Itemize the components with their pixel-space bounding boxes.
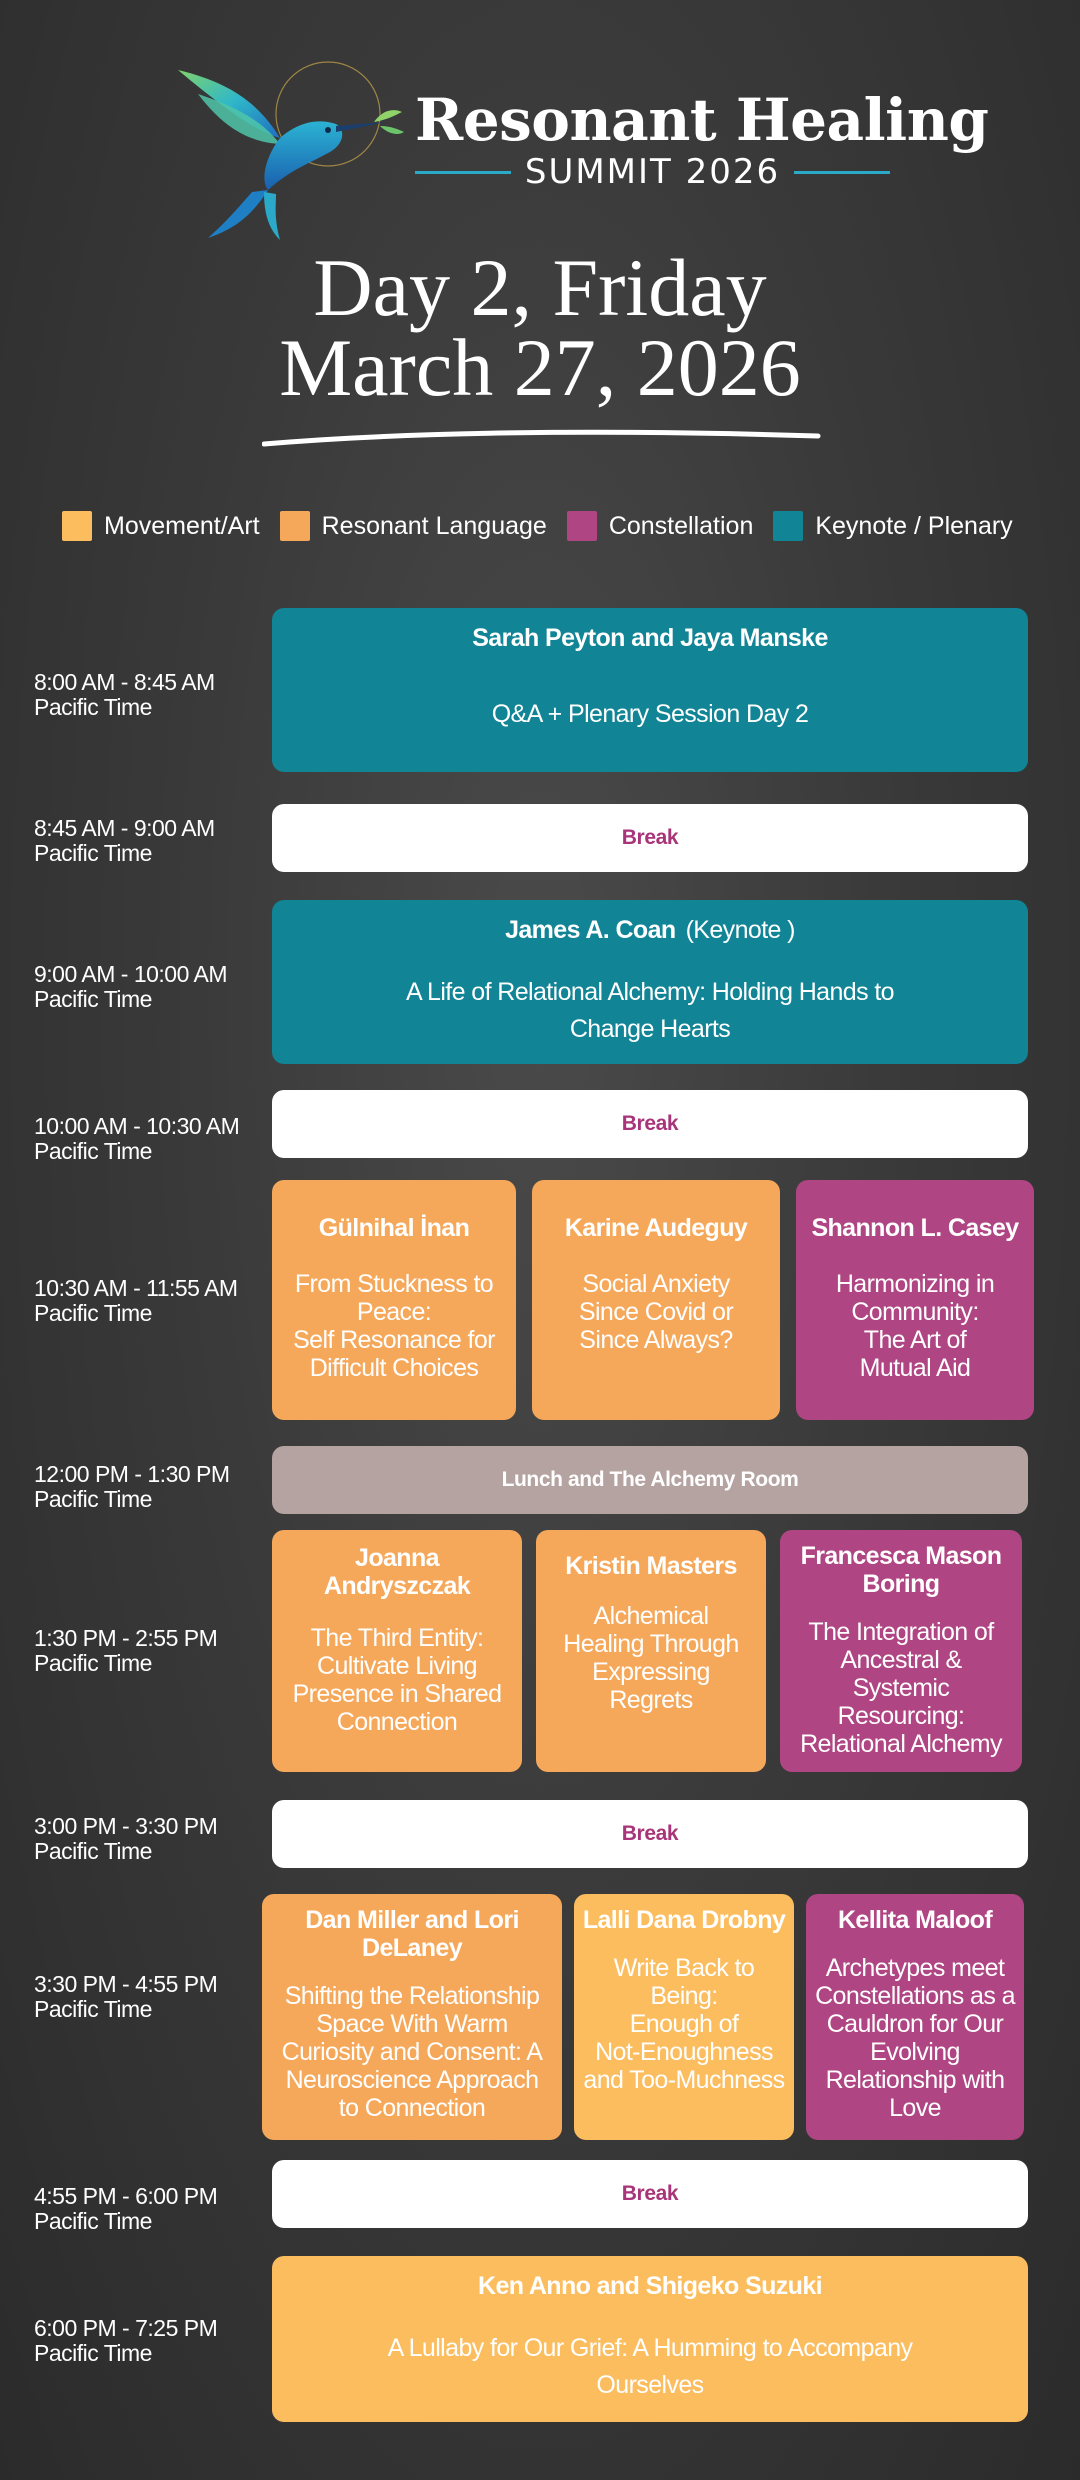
time-slot-label — [34, 962, 264, 1012]
session-card[interactable] — [272, 1530, 522, 1772]
session-title-line: Not-Enoughness — [595, 2038, 773, 2066]
break-label: Break — [621, 1112, 679, 1135]
break-label: Break — [621, 2182, 679, 2205]
session-speaker-line: Dan Miller and Lori — [305, 1906, 519, 1934]
break-card — [272, 2160, 1028, 2228]
timezone-label: Pacific Time — [34, 1838, 152, 1864]
session-title: Q&A + Plenary Session Day 2 — [491, 700, 809, 728]
brand-subtitle — [415, 150, 890, 194]
session-title-line: and Too-Muchness — [583, 2066, 785, 2094]
session-title — [282, 1982, 543, 2122]
session-title-line: Resourcing: — [837, 1702, 965, 1730]
break-card — [272, 1800, 1028, 1868]
time-slot-label — [34, 670, 264, 720]
session-card[interactable] — [536, 1530, 766, 1772]
timezone-label: Pacific Time — [34, 840, 152, 866]
session-speaker: James A. Coan — [505, 916, 676, 944]
break-card — [272, 804, 1028, 872]
time-slot-label — [34, 1462, 264, 1512]
legend-label: Movement/Art — [104, 511, 260, 540]
session-speaker: Shannon L. Casey — [811, 1214, 1019, 1242]
legend-swatch — [62, 511, 92, 541]
session-title-line: A Life of Relational Alchemy: Holding Hands to — [406, 978, 894, 1006]
session-title-line: Ourselves — [596, 2371, 704, 2399]
time-range: 8:00 AM - 8:45 AM — [34, 669, 215, 695]
page-title — [0, 242, 1080, 413]
session-title-line: Curiosity and Consent: A — [281, 2038, 543, 2066]
time-range: 10:30 AM - 11:55 AM — [34, 1275, 238, 1301]
time-range: 9:00 AM - 10:00 AM — [34, 961, 228, 987]
session-title-line: Shifting the Relationship — [284, 1982, 540, 2010]
session-title-line: The Art of — [863, 1326, 967, 1354]
session-title-line: Difficult Choices — [309, 1354, 479, 1382]
session-speaker: Kellita Maloof — [837, 1906, 993, 1934]
session-title-line: Enough of — [629, 2010, 739, 2038]
session-title-line: Constellations as a — [815, 1982, 1015, 2010]
session-title — [563, 1602, 738, 1714]
timezone-label: Pacific Time — [34, 2340, 152, 2366]
session-speaker-line — [505, 916, 795, 944]
session-title-line: Alchemical — [593, 1602, 709, 1630]
session-speaker-line: Joanna — [355, 1544, 439, 1572]
legend-item-resonant-language — [280, 511, 547, 541]
session-title-line: Systemic — [852, 1674, 950, 1702]
time-slot-label — [34, 2316, 264, 2366]
session-title — [293, 1270, 495, 1382]
session-title — [836, 1270, 994, 1382]
session-title-line: Being: — [650, 1982, 718, 2010]
session-title-line: Self Resonance for — [293, 1326, 495, 1354]
time-range: 6:00 PM - 7:25 PM — [34, 2315, 218, 2341]
legend-item-movement-art — [62, 511, 260, 541]
session-title — [406, 974, 894, 1048]
timezone-label: Pacific Time — [34, 1138, 152, 1164]
session-speaker — [324, 1544, 470, 1600]
time-range: 3:00 PM - 3:30 PM — [34, 1813, 218, 1839]
time-slot-label — [34, 1972, 264, 2022]
session-title-line: Archetypes meet — [825, 1954, 1005, 1982]
page-title-line1: Day 2, Friday — [313, 242, 767, 333]
session-title-line: Presence in Shared — [292, 1680, 502, 1708]
session-title-line: Since Always? — [579, 1326, 733, 1354]
legend-label: Keynote / Plenary — [815, 511, 1013, 540]
session-card[interactable] — [532, 1180, 780, 1420]
session-speaker: Sarah Peyton and Jaya Manske — [472, 624, 828, 652]
legend-swatch — [773, 511, 803, 541]
session-title-line: The Third Entity: — [310, 1624, 484, 1652]
time-slot-label — [34, 816, 264, 866]
session-title — [388, 2330, 913, 2404]
timezone-label: Pacific Time — [34, 1996, 152, 2022]
brand-title: Resonant Healing — [415, 86, 989, 154]
session-title-line: Write Back to — [613, 1954, 755, 1982]
session-card-keynote[interactable] — [272, 900, 1028, 1064]
time-range: 10:00 AM - 10:30 AM — [34, 1113, 240, 1139]
session-title-line: Harmonizing in — [835, 1270, 995, 1298]
lunch-card — [272, 1446, 1028, 1514]
break-label: Break — [621, 1822, 679, 1845]
session-title-line: Community: — [851, 1298, 979, 1326]
session-card-plenary[interactable] — [272, 608, 1028, 772]
divider — [415, 171, 511, 174]
time-slot-label — [34, 2184, 264, 2234]
legend-label: Resonant Language — [321, 511, 547, 540]
session-title-line: Peace: — [356, 1298, 432, 1326]
title-underline — [262, 420, 822, 450]
session-title-line: A Lullaby for Our Grief: A Humming to Accompany — [387, 2334, 913, 2362]
divider — [794, 171, 890, 174]
session-title-line: Mutual Aid — [859, 1354, 971, 1382]
session-card[interactable] — [796, 1180, 1034, 1420]
session-title-line: Space With Warm — [316, 2010, 508, 2038]
timezone-label: Pacific Time — [34, 694, 152, 720]
time-range: 1:30 PM - 2:55 PM — [34, 1625, 218, 1651]
timezone-label: Pacific Time — [34, 1486, 152, 1512]
session-card[interactable] — [574, 1894, 794, 2140]
session-title-line: Connection — [336, 1708, 458, 1736]
time-range: 3:30 PM - 4:55 PM — [34, 1971, 218, 1997]
page-title-line2: March 27, 2026 — [279, 322, 801, 413]
session-title-line: Social Anxiety — [582, 1270, 730, 1298]
time-slot-label — [34, 1626, 264, 1676]
session-speaker-line: Boring — [862, 1570, 940, 1598]
session-speaker: Ken Anno and Shigeko Suzuki — [477, 2272, 822, 2300]
timezone-label: Pacific Time — [34, 986, 152, 1012]
break-label: Break — [621, 826, 679, 849]
hummingbird-logo-icon — [168, 52, 408, 242]
session-title-line: Regrets — [609, 1686, 693, 1714]
timezone-label: Pacific Time — [34, 1300, 152, 1326]
session-speaker-line: Francesca Mason — [800, 1542, 1002, 1570]
legend-item-constellation — [567, 511, 754, 541]
session-card[interactable] — [780, 1530, 1022, 1772]
session-title-line: Ancestral & — [840, 1646, 962, 1674]
time-range: 12:00 PM - 1:30 PM — [34, 1461, 230, 1487]
session-speaker: Karine Audeguy — [564, 1214, 748, 1242]
break-card — [272, 1090, 1028, 1158]
session-title — [800, 1618, 1002, 1758]
time-slot-label — [34, 1114, 264, 1164]
session-title — [815, 1954, 1015, 2122]
session-title-line: Change Hearts — [569, 1015, 731, 1043]
session-speaker: Gülnihal İnan — [318, 1214, 470, 1242]
time-slot-label — [34, 1276, 264, 1326]
brand-subtitle-text: SUMMIT 2026 — [524, 152, 781, 192]
timezone-label: Pacific Time — [34, 2208, 152, 2234]
session-title-line: Cultivate Living — [317, 1652, 477, 1680]
header — [0, 0, 1080, 480]
keynote-tag: (Keynote ) — [685, 916, 795, 944]
session-title-line: Relationship with — [825, 2066, 1005, 2094]
session-speaker — [801, 1542, 1002, 1598]
session-title-line: to Connection — [338, 2094, 486, 2122]
session-title-line: Expressing — [592, 1658, 710, 1686]
time-slot-label — [34, 1814, 264, 1864]
session-title-line: From Stuckness to — [294, 1270, 494, 1298]
legend-swatch — [567, 511, 597, 541]
session-title — [583, 1954, 784, 2094]
session-speaker-line: Andryszczak — [323, 1572, 471, 1600]
session-card[interactable] — [806, 1894, 1024, 2140]
session-card[interactable] — [272, 1180, 516, 1420]
session-speaker: Lalli Dana Drobny — [582, 1906, 786, 1934]
time-range: 4:55 PM - 6:00 PM — [34, 2183, 218, 2209]
session-title-line: Healing Through — [563, 1630, 739, 1658]
time-range: 8:45 AM - 9:00 AM — [34, 815, 215, 841]
session-speaker — [305, 1906, 519, 1962]
session-speaker: Kristin Masters — [565, 1552, 737, 1580]
session-title-line: Love — [889, 2094, 941, 2122]
legend-label: Constellation — [608, 511, 754, 540]
session-title-line: Relational Alchemy — [800, 1730, 1002, 1758]
session-title-line: Since Covid or — [578, 1298, 734, 1326]
session-title — [579, 1270, 733, 1354]
session-title-line: The Integration of — [808, 1618, 994, 1646]
session-speaker-line: DeLaney — [361, 1934, 462, 1962]
legend-item-keynote-plenary — [773, 511, 1012, 541]
session-card-closing[interactable] — [272, 2256, 1028, 2422]
timezone-label: Pacific Time — [34, 1650, 152, 1676]
legend — [62, 508, 1042, 544]
legend-swatch — [280, 511, 310, 541]
session-title — [293, 1624, 502, 1736]
lunch-label: Lunch and The Alchemy Room — [501, 1468, 799, 1491]
session-title-line: Neuroscience Approach — [285, 2066, 539, 2094]
session-card[interactable] — [262, 1894, 562, 2140]
session-title-line: Cauldron for Our — [826, 2010, 1004, 2038]
session-title-line: Evolving — [870, 2038, 960, 2066]
